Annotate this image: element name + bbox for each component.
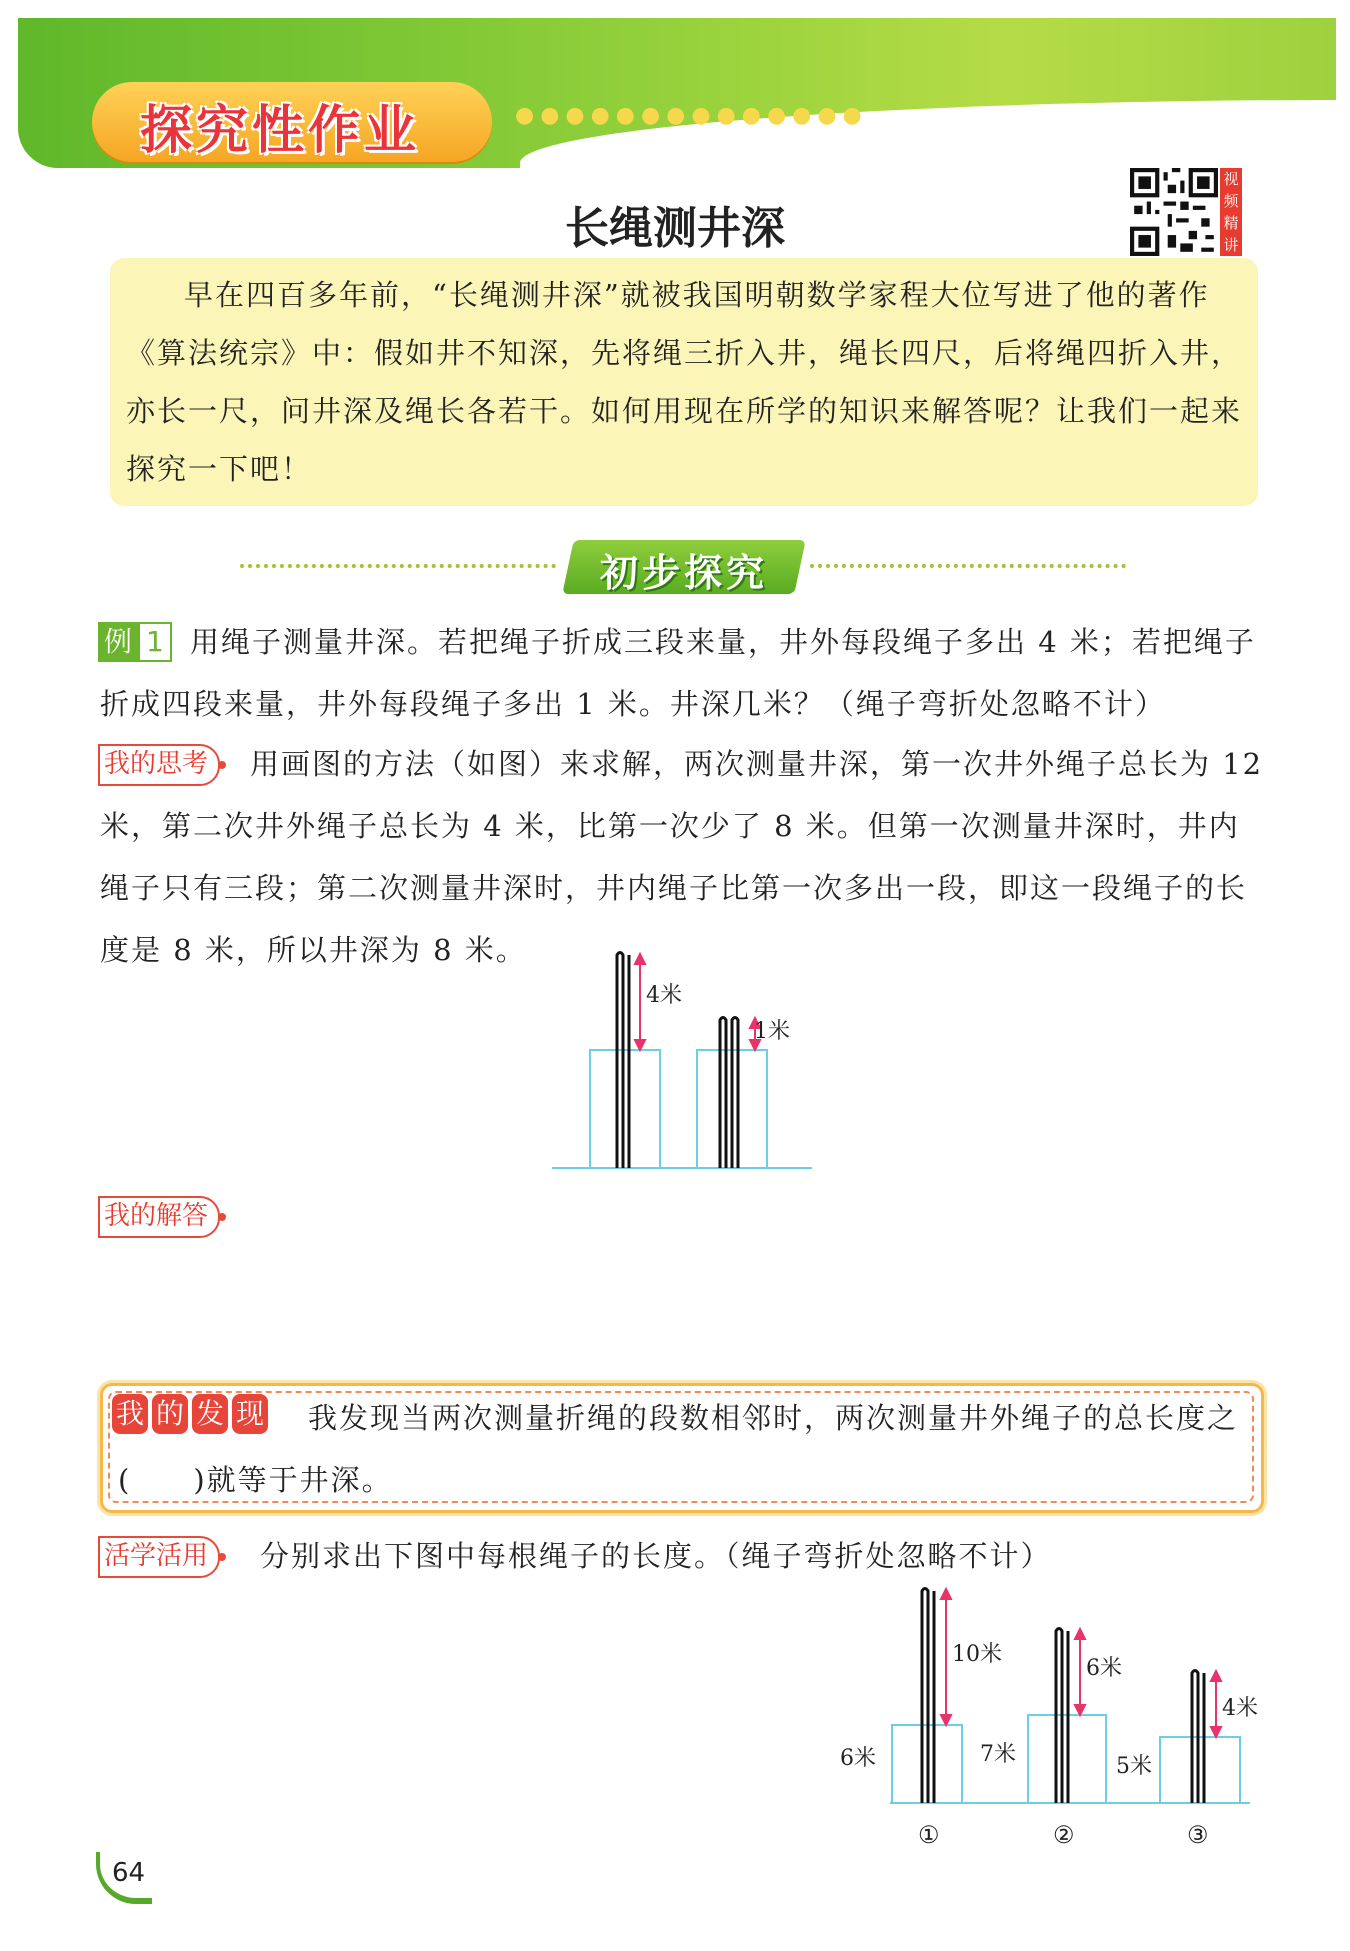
well-1-depth-label: 6米 — [840, 1746, 876, 1771]
example-text: 用绳子测量井深。若把绳子折成三段来量，井外每段绳子多出 4 米；若把绳子折成四段来量，井外每段绳子多出 1 米。井深几米？（绳子弯折处忽略不计） — [100, 625, 1256, 721]
rope-four-fold — [720, 1018, 738, 1169]
well-1-above-label: 10米 — [952, 1642, 1002, 1667]
well-diagram-1 — [540, 940, 830, 1180]
rope-1 — [922, 1589, 934, 1804]
arrow-well-1 — [941, 1589, 951, 1725]
discovery-tag — [112, 1394, 268, 1434]
discovery-tag-char: 的 — [152, 1394, 188, 1434]
example-badge-number: 1 — [138, 622, 172, 662]
apply-tag: 活学活用 — [98, 1536, 220, 1578]
example-badge — [98, 622, 172, 662]
answer-tag: 我的解答 — [98, 1196, 220, 1238]
page-number: 64 — [112, 1858, 146, 1888]
well-diagram-2 — [840, 1575, 1260, 1855]
page-title: 长绳测井深 — [565, 203, 785, 254]
intro-text: 早在四百多年前，“长绳测井深”就被我国明朝数学家程大位写进了他的著作《算法统宗》中：假如井不知深，先将绳三折入井，绳长四尺，后将绳四折入井，亦长一尺，问井深及绳长各若干。如何用现在所学的知识来解答呢？让我们一起来探究一下吧！ — [126, 278, 1243, 486]
arrow-4m — [635, 954, 645, 1050]
thinking-text: 用画图的方法（如图）来求解，两次测量井深，第一次井外绳子总长为 12 米，第二次井外绳子总长为 4 米，比第一次少了 8 米。但第一次测量井深时，井内绳子只有三段；第二次测量井深时，井内绳子比第一次多出一段，即这一段绳子的长度是 8 米，所以井深为 8 米。 — [100, 747, 1264, 967]
well-3-depth-label: 5米 — [1116, 1754, 1152, 1779]
well-2-depth-label: 7米 — [980, 1742, 1016, 1767]
answer-space[interactable] — [100, 1245, 1260, 1355]
well-1-number: ① — [918, 1821, 940, 1849]
apply-text: 分别求出下图中每根绳子的长度。（绳子弯折处忽略不计） — [260, 1539, 1052, 1573]
dotted-divider-left — [240, 564, 556, 568]
example-badge-label: 例 — [98, 622, 138, 662]
banner-dots: ●●●●●●●●●●●●●● — [515, 103, 868, 128]
well-3-number: ③ — [1187, 1821, 1209, 1849]
discovery-tag-char: 发 — [192, 1394, 228, 1434]
rope-three-fold — [617, 953, 629, 1169]
well-3-above-label: 4米 — [1222, 1696, 1258, 1721]
dotted-divider-right — [810, 564, 1126, 568]
well-outline-a — [590, 1050, 660, 1168]
label-4m: 4米 — [646, 983, 682, 1008]
discovery-tag-char: 我 — [112, 1394, 148, 1434]
qr-code-icon[interactable] — [1130, 168, 1218, 256]
discovery-tag-char: 现 — [232, 1394, 268, 1434]
well-2-number: ② — [1053, 1821, 1075, 1849]
section-tag-text: 探究性作业 — [140, 101, 421, 161]
label-1m: 1米 — [754, 1019, 790, 1044]
arrow-well-3 — [1211, 1671, 1221, 1737]
discovery-text: 我发现当两次测量折绳的段数相邻时，两次测量井外绳子的总长度之( )就等于井深。 — [118, 1401, 1239, 1497]
well-outline-3 — [1160, 1737, 1240, 1803]
well-2-above-label: 6米 — [1086, 1656, 1122, 1681]
qr-label: 视频精讲 — [1220, 168, 1242, 256]
thinking-tag: 我的思考 — [98, 744, 220, 786]
arrow-well-2 — [1075, 1629, 1085, 1715]
sub-heading-text: 初步探究 — [599, 551, 768, 595]
